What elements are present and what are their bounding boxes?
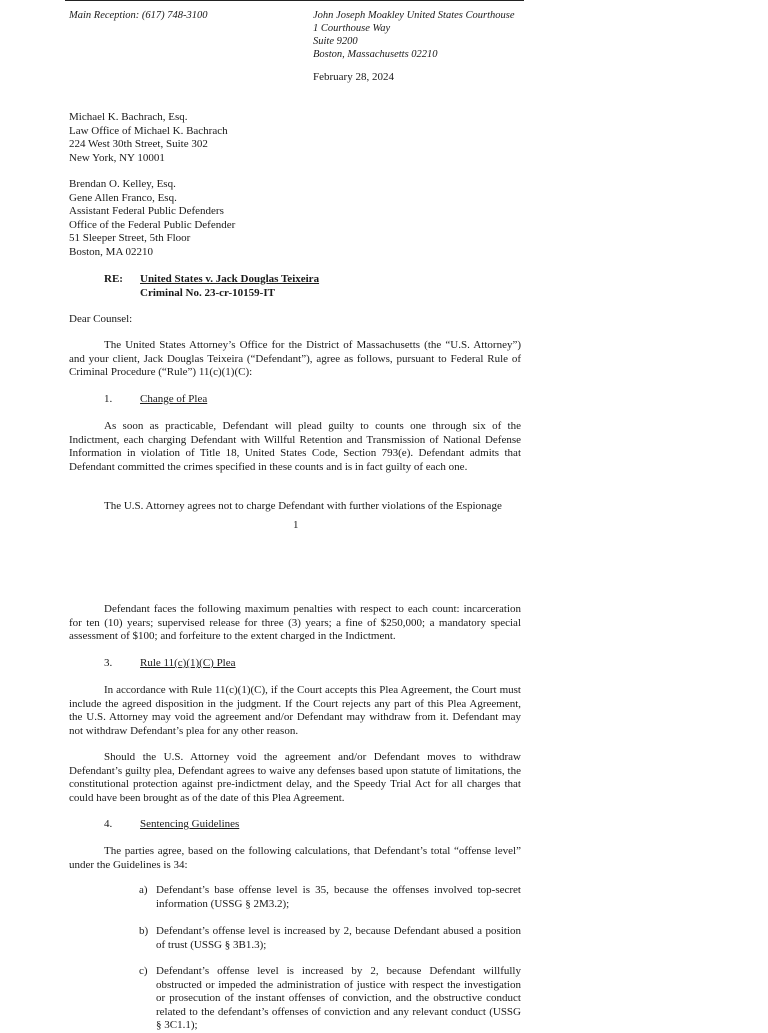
section-1-paragraph: As soon as practicable, Defendant will plead guilty to counts one through six of the Indictment, each charging Defendant with Willful Retention and Transmission of National Defense Information in violation of Title 18, United States Code, Section 793(e). Defendant admits that Defendant committed the crimes specified in these counts and is in fact guilty of each one. [69,420,521,473]
list-item-text: Defendant’s offense level is increased by 2, because Defendant willfully obstructed or impeded the administration of justice with respect the investigation or prosecution of the instant offenses of conviction, and the obstructive conduct related to the defendant’s offenses of conviction and any relevant conduct (USSG § 3C1.1); [156,965,521,1031]
address-line: 51 Sleeper Street, 5th Floor [69,232,191,244]
page-number: 1 [293,519,299,531]
section-4-intro: The parties agree, based on the following calculations, that Defendant’s total “offense level” under the Guidelines is 34: [69,845,521,871]
address-line: Law Office of Michael K. Bachrach [69,124,228,137]
courthouse-address [313,9,515,61]
section-3-number: 3. [104,657,113,669]
address-line: Gene Allen Franco, Esq. [69,191,177,204]
list-item-label: a) [139,884,148,896]
address-line: Brendan O. Kelley, Esq. [69,178,176,190]
list-item-text: Defendant’s base offense level is 35, because the offenses involved top-secret information (USSG § 2M3.2); [156,884,521,910]
letter-date: February 28, 2024 [313,71,394,83]
address-line: New York, NY 10001 [69,151,165,164]
re-block [140,273,319,300]
address-line: Boston, MA 02210 [69,245,154,258]
section-3-title: Rule 11(c)(1)(C) Plea [140,657,236,669]
penalties-paragraph: Defendant faces the following maximum penalties with respect to each count: incarceration for ten (10) years; supervised release for three (3) years; a fine of $250,000; a mandatory special assessment of $100; and forfeiture to the extent charged in the Indictment. [69,603,521,642]
section-3-paragraph-1: In accordance with Rule 11(c)(1)(C), if the Court accepts this Plea Agreement, the Court must include the agreed disposition in the judgment. If the Court rejects any part of this Plea Agreement, the U.S. Attorney may void the agreement and/or Defendant may withdraw from it. Defendant may not withdraw Defendant’s plea for any other reason. [69,684,521,737]
list-item-text: Defendant’s offense level is increased by 2, because Defendant abused a position of trust (USSG § 3B1.3); [156,925,521,951]
courthouse-line: Boston, Massachusetts 02210 [313,49,438,60]
section-1-title: Change of Plea [140,393,208,405]
case-number: Criminal No. 23-cr-10159-IT [140,286,275,299]
section-4-number: 4. [104,818,113,830]
header-rule [65,0,524,1]
section-3-paragraph-2: Should the U.S. Attorney void the agreement and/or Defendant moves to withdraw Defendant’s guilty plea, Defendant agrees to waive any defenses based upon statute of limitations, the constitutional protection against pre-indictment delay, and the Speedy Trial Act for all charges that could have been brought as of the date of this Plea Agreement. [69,751,521,804]
list-item-label: c) [139,965,148,977]
address-line: Assistant Federal Public Defenders [69,205,224,217]
re-label: RE: [104,273,123,285]
address-line: 224 West 30th Street, Suite 302 [69,138,208,150]
section-1-number: 1. [104,393,113,405]
courthouse-line: Suite 9200 [313,36,358,47]
recipient-block-2 [69,178,235,259]
main-reception [69,9,208,22]
intro-paragraph: The United States Attorney’s Office for the District of Massachusetts (the “U.S. Attorney”) and your client, Jack Douglas Teixeira (“Defendant”), agree as follows, pursuant to Federal Rule of Criminal Procedure (“Rule”) 11(c)(1)(C): [69,339,521,378]
salutation: Dear Counsel: [69,313,133,325]
reception-text: Main Reception: (617) 748-3100 [69,10,208,21]
list-item-label: b) [139,925,149,937]
courthouse-line: John Joseph Moakley United States Courthouse [313,10,515,21]
address-line: Michael K. Bachrach, Esq. [69,111,188,123]
section-1-paragraph-2: The U.S. Attorney agrees not to charge Defendant with further violations of the Espionage [104,500,502,512]
courthouse-line: 1 Courthouse Way [313,23,391,34]
recipient-block-1 [69,111,228,165]
section-4-title: Sentencing Guidelines [140,818,240,830]
address-line: Office of the Federal Public Defender [69,218,236,231]
case-title: United States v. Jack Douglas Teixeira [140,273,320,285]
